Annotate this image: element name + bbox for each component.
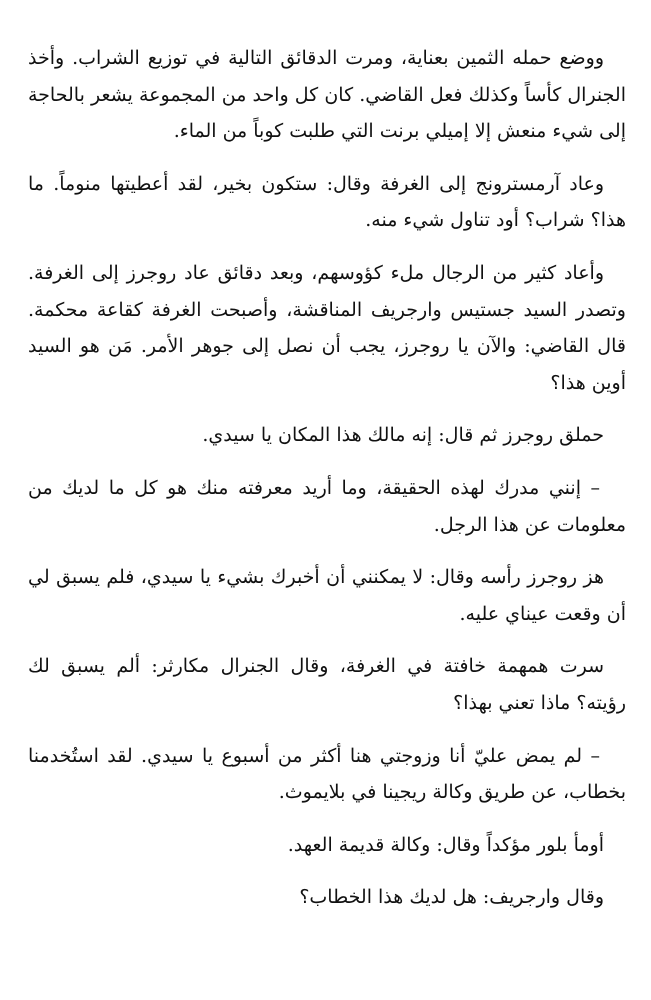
paragraph-rogers-hired-by-letter: – لم يمض عليّ أنا وزوجتي هنا أكثر من أسبوع يا سيدي. لقد استُخدمنا بخطاب، عن طريق وكالة ريجينا في بلايموث. bbox=[28, 744, 626, 804]
paragraph-wargrave-asks-letter: وقال وارجريف: هل لديك هذا الخطاب؟ bbox=[299, 886, 604, 909]
paragraph-macarthur-murmur: سرت همهمة خافتة في الغرفة، وقال الجنرال مكارثر: ألم يسبق لك رؤيته؟ ماذا تعني بهذا؟ bbox=[28, 655, 626, 714]
paragraph-wargrave-questions: وأعاد كثير من الرجال ملء كؤوسهم، وبعد دقائق عاد روجرز إلى الغرفة. وتصدر السيد جستيس وارجريف المناقشة، وأصبحت الغرفة كقاعة محكمة. قال القاضي: والآن يا روجرز، يجب أن نصل إلى جوهر الأمر. مَن هو السيد أوين هذا؟ bbox=[28, 261, 626, 394]
paragraph-rogers-answer: حملق روجرز ثم قال: إنه مالك هذا المكان يا سيدي. bbox=[202, 424, 604, 447]
paragraph-rogers-never-seen: هز روجرز رأسه وقال: لا يمكنني أن أخبرك بشيء يا سيدي، فلم يسبق لي أن وقعت عيناي عليه. bbox=[28, 566, 626, 625]
paragraph-judge-reply: – إنني مدرك لهذه الحقيقة، وما أريد معرفته منك هو كل ما لديك من معلومات عن هذا الرجل. bbox=[28, 476, 626, 536]
paragraph-drinks-served: ووضع حمله الثمين بعناية، ومرت الدقائق التالية في توزيع الشراب. وأخذ الجنرال كأساً وكذلك فعل القاضي. كان كل واحد من المجموعة يشعر بالحاجة إلى شيء منعش إلا إميلي برنت التي طلبت كوباً من الماء. bbox=[28, 47, 626, 143]
book-page bbox=[28, 40, 626, 932]
paragraph-armstrong-returns: وعاد آرمسترونج إلى الغرفة وقال: ستكون بخير، لقد أعطيتها منوماً. ما هذا؟ شراب؟ أود تناول شيء منه. bbox=[28, 172, 626, 232]
paragraph-blore-confirms: أومأ بلور مؤكداً وقال: وكالة قديمة العهد. bbox=[287, 833, 604, 856]
